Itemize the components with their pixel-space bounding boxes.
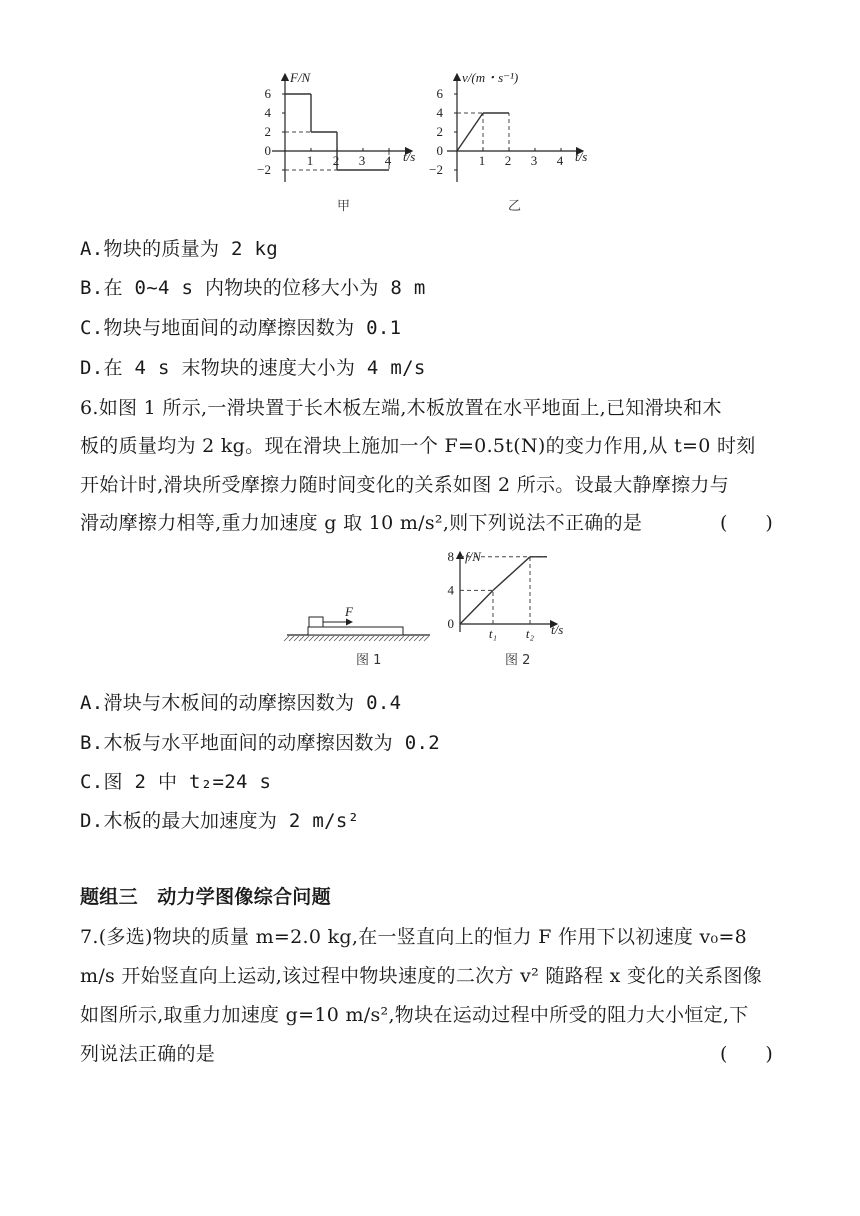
- q5-option-d: D.在 4 s 末物块的速度大小为 4 m/s: [80, 357, 426, 379]
- ground-hatch: [359, 636, 364, 641]
- yi-y-tick-label: 6: [436, 86, 443, 101]
- q7-answer-paren: ( ): [720, 1043, 773, 1065]
- jia-y-tick-label: 4: [264, 105, 271, 120]
- q6-option-b: B.木板与水平地面间的动摩擦因数为 0.2: [80, 732, 440, 754]
- ground-hatch: [354, 636, 359, 641]
- fig2-y-tick-label: 0: [447, 616, 454, 631]
- yi-y-tick-label: 0: [436, 143, 443, 158]
- fig2-caption: 图 2: [505, 653, 531, 668]
- ground-hatch: [339, 636, 344, 641]
- q6-answer-paren: ( ): [720, 512, 773, 534]
- q6-figures: [0, 548, 860, 678]
- fig2-x-tick-label: t₁: [488, 626, 498, 641]
- q7-text-line-1: 7.(多选)物块的质量 m=2.0 kg,在一竖直向上的恒力 F 作用下以初速度 v₀=8: [80, 926, 748, 948]
- fig2-x-axis-label: t/s: [551, 622, 564, 637]
- ground-hatch: [309, 636, 314, 641]
- yi-y-tick-label: −2: [429, 162, 443, 177]
- fig2-series-segment: [460, 590, 493, 624]
- q5-option-a: A.物块的质量为 2 kg: [80, 238, 278, 260]
- force-label: F: [345, 604, 353, 619]
- yi-x-tick-label: 1: [478, 153, 486, 168]
- yi-y-tick-label: 4: [436, 105, 443, 120]
- q7-text-line-4: 列说法正确的是: [80, 1043, 216, 1065]
- ground-hatch: [419, 636, 424, 641]
- plank: [308, 627, 403, 635]
- q6-text-line-1: 6.如图 1 所示,一滑块置于长木板左端,木板放置在水平地面上,已知滑块和木: [80, 397, 722, 419]
- yi-series-segment: [457, 113, 483, 151]
- jia-y-axis-label: F/N: [290, 70, 311, 85]
- ground-hatch: [424, 636, 429, 641]
- ground-hatch: [344, 636, 349, 641]
- ground-hatch: [299, 636, 304, 641]
- yi-x-tick-label: 3: [530, 153, 538, 168]
- q6-option-c: C.图 2 中 t₂=24 s: [80, 771, 272, 793]
- ground-hatch: [324, 636, 329, 641]
- yi-x-tick-label: 2: [504, 153, 512, 168]
- ground-hatch: [369, 636, 374, 641]
- jia-caption: 甲: [337, 199, 351, 214]
- fig2-x-tick-label: t₂: [525, 626, 535, 641]
- fig1-block-plank: [284, 604, 430, 668]
- q7-text-line-3: 如图所示,取重力加速度 g=10 m/s²,物块在运动过程中所受的阻力大小恒定,下: [80, 1004, 749, 1026]
- ground-hatch: [404, 636, 409, 641]
- fig2-series-segment: [493, 557, 530, 591]
- ground-hatch: [414, 636, 419, 641]
- ground-hatch: [384, 636, 389, 641]
- jia-y-tick-label: −2: [257, 162, 271, 177]
- q6-option-a: A.滑块与木板间的动摩擦因数为 0.4: [80, 692, 402, 714]
- chart-yi: [429, 70, 587, 214]
- q6-text-line-4: 滑动摩擦力相等,重力加速度 g 取 10 m/s²,则下列说法不正确的是: [80, 512, 643, 534]
- jia-x-tick-label: 2: [332, 153, 340, 168]
- chart-jia: [257, 70, 415, 214]
- q5-option-c: C.物块与地面间的动摩擦因数为 0.1: [80, 317, 402, 339]
- yi-y-tick-label: 2: [436, 124, 443, 139]
- jia-x-axis-label: t/s: [403, 149, 416, 164]
- q6-text-line-3: 开始计时,滑块所受摩擦力随时间变化的关系如图 2 所示。设最大静摩擦力与: [80, 474, 730, 496]
- yi-y-axis-label: v/(m・s⁻¹): [462, 70, 519, 85]
- ground-hatch: [389, 636, 394, 641]
- fig2-y-tick-label: 8: [447, 548, 454, 564]
- ground-hatch: [379, 636, 384, 641]
- fig1-caption: 图 1: [356, 653, 382, 668]
- ground-hatch: [334, 636, 339, 641]
- yi-caption: 乙: [508, 199, 522, 214]
- ground-hatch: [349, 636, 354, 641]
- section-heading: 题组三 动力学图像综合问题: [80, 886, 331, 908]
- slider-block: [309, 617, 323, 627]
- jia-y-tick-label: 0: [264, 143, 271, 158]
- q7-text-line-2: m/s 开始竖直向上运动,该过程中物块速度的二次方 v² 随路程 x 变化的关系图像: [80, 965, 763, 987]
- q5-option-b: B.在 0~4 s 内物块的位移大小为 8 m: [80, 277, 426, 299]
- jia-y-tick-label: 2: [264, 124, 271, 139]
- ground-hatch: [374, 636, 379, 641]
- ground-hatch: [314, 636, 319, 641]
- fig2-friction-chart: [448, 549, 564, 668]
- ground-hatch: [394, 636, 399, 641]
- ground-hatch: [409, 636, 414, 641]
- ground-hatch: [289, 636, 294, 641]
- ground-hatch: [399, 636, 404, 641]
- yi-x-axis-label: t/s: [575, 149, 588, 164]
- ground-hatch: [364, 636, 369, 641]
- q6-text-line-2: 板的质量均为 2 kg。现在滑块上施加一个 F=0.5t(N)的变力作用,从 t=0 时刻: [80, 435, 756, 457]
- ground-hatch: [294, 636, 299, 641]
- jia-y-tick-label: 6: [264, 86, 271, 101]
- fig2-y-axis-label: f/N: [465, 549, 481, 564]
- ground-hatch: [304, 636, 309, 641]
- fig2-y-tick-label: 4: [447, 582, 454, 598]
- ground-hatch: [319, 636, 324, 641]
- jia-x-tick-label: 1: [306, 153, 314, 168]
- jia-x-tick-label: 4: [384, 153, 392, 168]
- q6-option-d: D.木板的最大加速度为 2 m/s²: [80, 810, 360, 832]
- jia-x-tick-label: 3: [358, 153, 366, 168]
- ground-hatch: [284, 636, 289, 641]
- ground-hatch: [329, 636, 334, 641]
- yi-x-tick-label: 4: [556, 153, 564, 168]
